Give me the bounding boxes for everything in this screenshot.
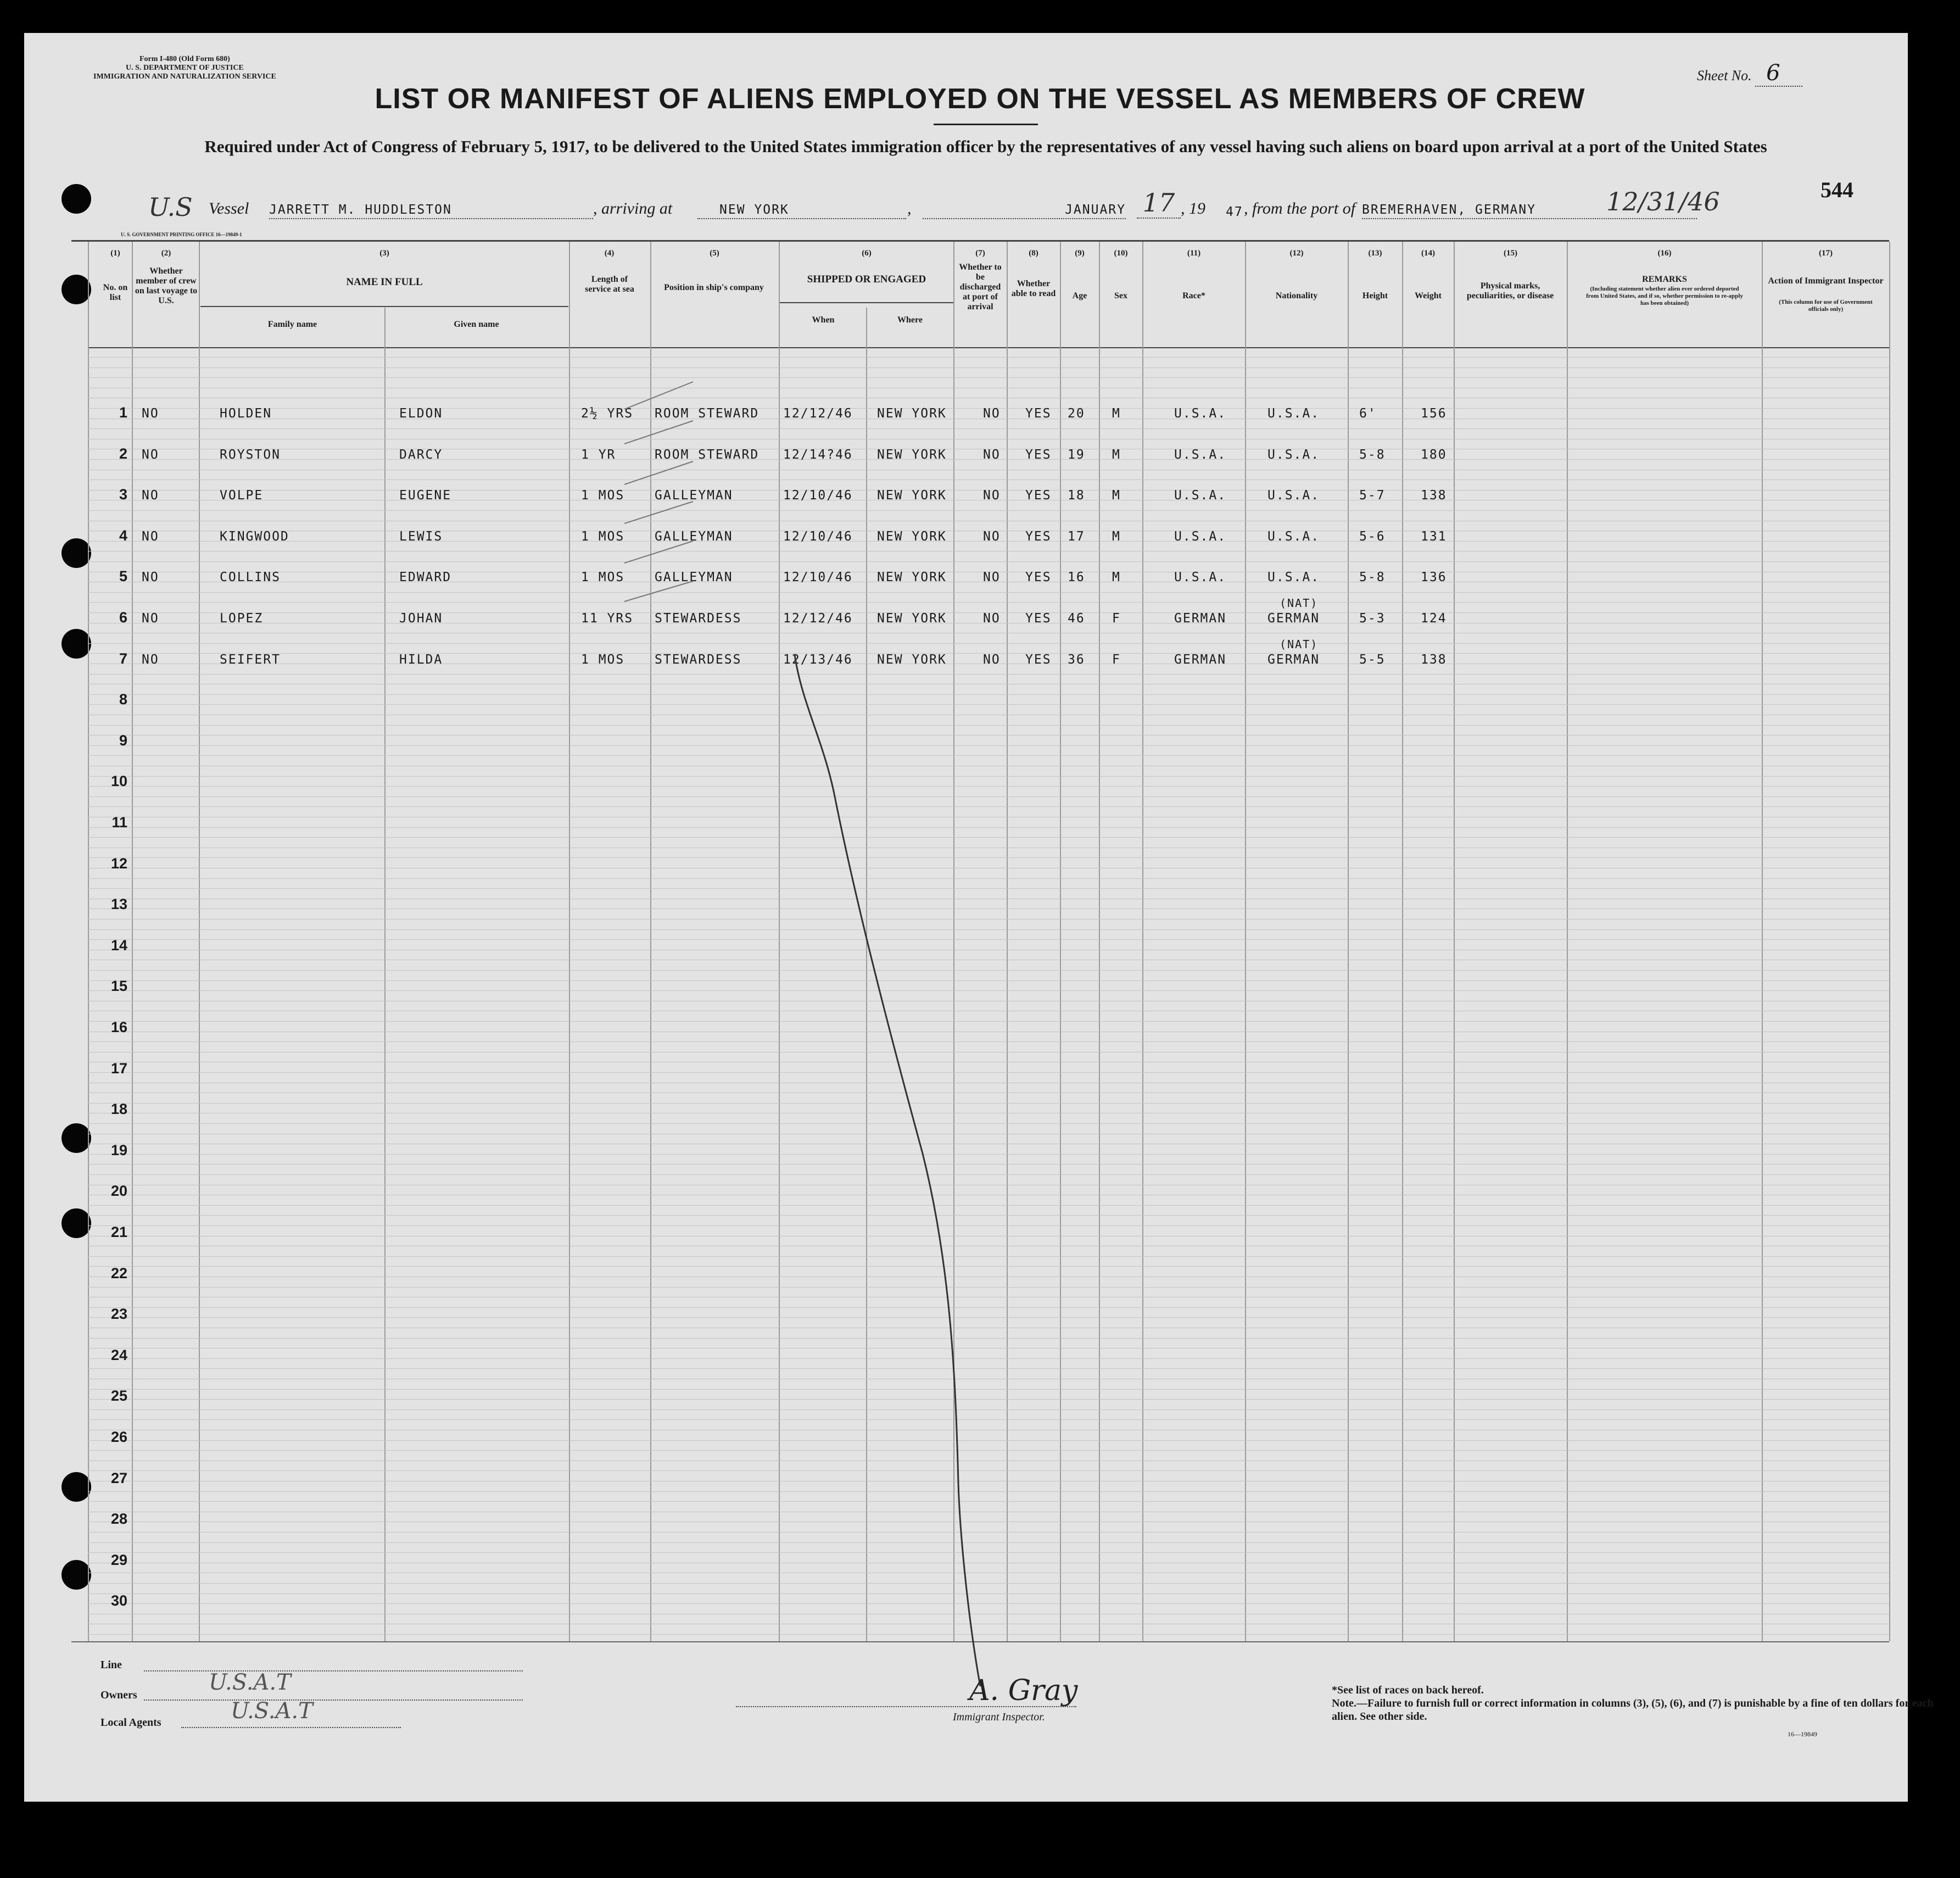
document-number: 544 [1821, 177, 1853, 202]
col-header-height: Height [1362, 291, 1388, 300]
cell-service: 1 MOS [581, 488, 625, 503]
cell-prev: NO [142, 488, 159, 503]
cell-weight: 138 [1421, 488, 1447, 503]
row-number: 7 [119, 650, 127, 667]
col-header-inspector-action: Action of Immigrant Inspector [1768, 276, 1884, 286]
nationality-note: (NAT) [1280, 638, 1319, 651]
owners-label: Owners [100, 1689, 137, 1701]
cell-nationality: U.S.A. [1267, 406, 1320, 421]
department-name: U. S. DEPARTMENT OF JUSTICE [126, 64, 244, 72]
row-number: 10 [110, 773, 127, 789]
cell-family: VOLPE [220, 488, 264, 503]
cell-race: U.S.A. [1174, 530, 1227, 544]
note-prefix: Note. [1332, 1697, 1356, 1709]
cell-height: 5-7 [1359, 488, 1386, 503]
cell-sex: M [1112, 570, 1121, 584]
cell-position: GALLEYMAN [655, 530, 733, 544]
cell-service: 11 YRS [581, 611, 634, 626]
cell-when: 12/14?46 [783, 448, 853, 462]
cell-race: GERMAN [1174, 611, 1227, 626]
column-number: (9) [1075, 249, 1085, 258]
column-number: (16) [1657, 249, 1672, 258]
cell-position: STEWARDESS [655, 611, 742, 626]
cell-weight: 180 [1421, 448, 1447, 462]
column-number: (6) [862, 249, 872, 258]
cell-discharged: NO [983, 653, 1001, 667]
arrival-day: 17 [1137, 188, 1181, 219]
line-field [144, 1670, 523, 1671]
cell-nationality: U.S.A. [1267, 488, 1320, 503]
col-header-given-name: Given name [454, 320, 499, 329]
cell-sex: M [1112, 488, 1121, 503]
local-agents-label: Local Agents [100, 1717, 161, 1729]
cell-given: ELDON [399, 406, 443, 421]
cell-height: 6' [1359, 406, 1377, 421]
cell-sex: M [1112, 406, 1121, 421]
row-number: 15 [110, 978, 127, 994]
row-number: 11 [111, 814, 127, 831]
column-number: (5) [710, 249, 719, 258]
cell-where: NEW YORK [877, 406, 947, 421]
row-number: 19 [110, 1142, 127, 1158]
departure-date: 12/31/46 [1606, 187, 1720, 216]
cell-weight: 136 [1421, 570, 1447, 584]
col-header-shipped: SHIPPED OR ENGAGED [807, 274, 926, 285]
page-subtitle: Required under Act of Congress of February 5, 1917, to be delivered to the United States immigration officer by the representatives of any vessel having such aliens on board upon arrival at a port of the United States [204, 137, 1767, 156]
col-header-inspector-note: (This column for use of Government officials only) [1779, 299, 1873, 313]
inspector-signature: A. Gray [969, 1674, 1078, 1707]
cell-age: 17 [1068, 530, 1085, 544]
cell-where: NEW YORK [877, 530, 947, 544]
owners-field [144, 1699, 523, 1701]
arriving-port: NEW YORK [697, 199, 906, 219]
cell-race: U.S.A. [1174, 488, 1227, 503]
races-note: *See list of races on back hereof. [1332, 1684, 1484, 1696]
cell-sex: M [1112, 448, 1121, 462]
row-number: 9 [119, 732, 127, 749]
column-number: (4) [604, 249, 615, 258]
row-number: 21 [110, 1224, 127, 1240]
owners-value: U.S.A.T [209, 1670, 291, 1695]
fine-note: —Failure to furnish full or correct information in columns (3), (5), (6), and (7) is punishable by a fine of ten dollars for each alien. See other side. [1332, 1697, 1934, 1723]
cell-when: 12/10/46 [783, 530, 853, 544]
sheet-label: Sheet No. [1697, 68, 1752, 83]
row-number: 26 [110, 1429, 127, 1445]
column-number: (3) [379, 249, 389, 258]
column-number: (14) [1421, 249, 1435, 258]
row-number: 30 [110, 1592, 127, 1609]
cell-discharged: NO [983, 530, 1001, 544]
cell-height: 5-8 [1359, 448, 1386, 462]
nationality-note: (NAT) [1280, 597, 1319, 610]
cell-given: EUGENE [399, 488, 452, 503]
cell-nationality: GERMAN [1267, 611, 1320, 626]
row-number: 5 [119, 568, 127, 584]
cell-where: NEW YORK [877, 611, 947, 626]
col-header-name: NAME IN FULL [346, 276, 423, 288]
cell-where: NEW YORK [877, 653, 947, 667]
form-number: 16—19849 [1788, 1730, 1817, 1738]
col-header-weight: Weight [1415, 291, 1442, 300]
cell-position: GALLEYMAN [655, 570, 733, 584]
vessel-label: Vessel [209, 199, 249, 218]
cell-read: YES [1025, 448, 1052, 462]
cell-position: GALLEYMAN [655, 488, 733, 503]
cell-given: DARCY [399, 448, 443, 462]
column-number: (11) [1187, 249, 1201, 258]
cell-race: U.S.A. [1174, 570, 1227, 584]
column-number: (15) [1504, 249, 1517, 258]
vessel-prefix: U.S [148, 192, 193, 222]
cell-family: ROYSTON [220, 448, 281, 462]
cell-height: 5-8 [1359, 570, 1386, 584]
column-number: (8) [1029, 249, 1038, 258]
cell-given: EDWARD [399, 570, 452, 584]
row-number: 28 [110, 1511, 127, 1527]
cell-when: 12/10/46 [783, 488, 853, 503]
row-number: 6 [119, 609, 127, 626]
cell-when: 12/12/46 [783, 611, 853, 626]
col-header-nationality: Nationality [1275, 291, 1318, 300]
row-number: 16 [110, 1019, 127, 1035]
cell-discharged: NO [983, 406, 1001, 421]
cell-age: 19 [1068, 448, 1085, 462]
cell-age: 18 [1068, 488, 1085, 503]
cell-when: 12/13/46 [783, 653, 853, 667]
row-number: 29 [110, 1552, 127, 1568]
cell-height: 5-3 [1359, 611, 1386, 626]
row-number: 2 [119, 445, 127, 462]
row-number: 12 [110, 855, 127, 872]
row-number: 22 [110, 1265, 127, 1281]
col-header-read: Whether able to read [1011, 279, 1056, 298]
cell-weight: 138 [1421, 653, 1447, 667]
cell-position: ROOM STEWARD [655, 448, 760, 462]
cell-discharged: NO [983, 488, 1001, 503]
cell-given: HILDA [399, 653, 443, 667]
cell-service: 1 MOS [581, 570, 625, 584]
cell-nationality: U.S.A. [1267, 448, 1320, 462]
cell-prev: NO [142, 653, 159, 667]
cell-race: GERMAN [1174, 653, 1227, 667]
row-number: 1 [119, 404, 127, 421]
cell-family: SEIFERT [220, 653, 281, 667]
column-number: (1) [110, 249, 120, 258]
cell-race: U.S.A. [1174, 406, 1227, 421]
column-number: (2) [161, 249, 171, 258]
cell-read: YES [1025, 653, 1052, 667]
col-header-discharged: Whether to be discharged at port of arrival [959, 263, 1002, 311]
col-header-service: Length of service at sea [585, 275, 634, 294]
arrival-month: JANUARY [923, 199, 1126, 219]
sheet-number-value: 6 [1755, 60, 1802, 87]
from-port-label: , from the port of [1244, 199, 1356, 218]
col-header-where: Where [897, 315, 923, 325]
cell-age: 46 [1068, 611, 1085, 626]
line-label: Line [100, 1659, 122, 1671]
cell-weight: 124 [1421, 611, 1447, 626]
cell-read: YES [1025, 488, 1052, 503]
cell-family: KINGWOOD [220, 530, 289, 544]
cell-read: YES [1025, 570, 1052, 584]
form-id: Form I-480 (Old Form 680) [139, 55, 230, 63]
cell-age: 20 [1068, 406, 1085, 421]
cell-height: 5-5 [1359, 653, 1386, 667]
cell-sex: F [1112, 653, 1121, 667]
cell-family: LOPEZ [220, 611, 264, 626]
row-number: 8 [119, 691, 127, 707]
cell-discharged: NO [983, 570, 1001, 584]
row-number: 23 [110, 1306, 127, 1322]
col-header-position: Position in ship's company [664, 283, 764, 292]
printing-office-note: U. S. GOVERNMENT PRINTING OFFICE 16—19849-1 [121, 232, 242, 237]
cell-nationality: U.S.A. [1267, 570, 1320, 584]
col-header-race: Race* [1182, 291, 1205, 300]
row-number: 24 [110, 1347, 127, 1363]
page-title: LIST OR MANIFEST OF ALIENS EMPLOYED ON THE VESSEL AS MEMBERS OF CREW [375, 83, 1585, 115]
col-header-prev-voyage: Whether member of crew on last voyage to U.S. [135, 266, 198, 305]
cell-discharged: NO [983, 611, 1001, 626]
vessel-name: JARRETT M. HUDDLESTON [269, 199, 593, 219]
cell-where: NEW YORK [877, 448, 947, 462]
row-number: 17 [110, 1060, 127, 1077]
row-number: 3 [119, 486, 127, 503]
column-number: (10) [1114, 249, 1128, 258]
cell-when: 12/12/46 [783, 406, 853, 421]
cell-service: 1 MOS [581, 653, 625, 667]
row-number: 25 [110, 1387, 127, 1404]
cell-prev: NO [142, 611, 159, 626]
cell-read: YES [1025, 611, 1052, 626]
row-number: 13 [110, 896, 127, 912]
cell-prev: NO [142, 406, 159, 421]
column-number: (12) [1289, 249, 1304, 258]
cell-given: JOHAN [399, 611, 443, 626]
col-header-remarks: REMARKS [1642, 275, 1687, 284]
local-agents-field [181, 1726, 401, 1728]
cell-position: ROOM STEWARD [655, 406, 760, 421]
cell-service: 1 MOS [581, 530, 625, 544]
cell-family: HOLDEN [220, 406, 272, 421]
cell-nationality: GERMAN [1267, 653, 1320, 667]
row-number: 18 [110, 1101, 127, 1117]
cell-read: YES [1025, 530, 1052, 544]
cell-prev: NO [142, 448, 159, 462]
cell-height: 5-6 [1359, 530, 1386, 544]
cell-family: COLLINS [220, 570, 281, 584]
col-header-remarks-note: (Including statement whether alien ever ordered deported from United States, and if so, whether permission to re-apply has been obtained) [1586, 286, 1743, 307]
cell-when: 12/10/46 [783, 570, 853, 584]
departure-port: BREMERHAVEN, GERMANY [1362, 199, 1697, 219]
row-number: 27 [110, 1470, 127, 1486]
arrival-year: 47 [1226, 205, 1243, 219]
row-number: 14 [110, 937, 127, 954]
local-agents-value: U.S.A.T [231, 1698, 313, 1724]
cell-weight: 156 [1421, 406, 1447, 421]
footer-note [1332, 1684, 1960, 1723]
row-number: 4 [119, 527, 127, 544]
column-number: (7) [975, 249, 985, 258]
column-number: (13) [1368, 249, 1382, 258]
row-number: 20 [110, 1183, 127, 1199]
cell-read: YES [1025, 406, 1052, 421]
cell-age: 16 [1068, 570, 1085, 584]
year-prefix: , 19 [1181, 199, 1205, 218]
cell-prev: NO [142, 530, 159, 544]
col-header-physical: Physical marks, peculiarities, or disease [1466, 281, 1554, 300]
cell-sex: M [1112, 530, 1121, 544]
column-number: (17) [1819, 249, 1833, 258]
cell-nationality: U.S.A. [1267, 530, 1320, 544]
col-header-no: No. on list [103, 283, 128, 302]
cell-where: NEW YORK [877, 488, 947, 503]
col-header-age: Age [1072, 291, 1087, 300]
inspector-label: Immigrant Inspector. [953, 1711, 1045, 1723]
col-header-family-name: Family name [267, 320, 317, 329]
col-header-sex: Sex [1114, 291, 1127, 300]
col-header-when: When [812, 315, 835, 325]
cell-sex: F [1112, 611, 1121, 626]
cell-discharged: NO [983, 448, 1001, 462]
cell-where: NEW YORK [877, 570, 947, 584]
cell-age: 36 [1068, 653, 1085, 667]
cell-service: 2½ YRS [581, 406, 634, 421]
cell-given: LEWIS [399, 530, 443, 544]
arriving-label: , arriving at [593, 199, 673, 218]
cell-service: 1 YR [581, 448, 616, 462]
service-name: IMMIGRATION AND NATURALIZATION SERVICE [93, 73, 276, 81]
cell-position: STEWARDESS [655, 653, 742, 667]
cell-race: U.S.A. [1174, 448, 1227, 462]
cell-prev: NO [142, 570, 159, 584]
cell-weight: 131 [1421, 530, 1447, 544]
